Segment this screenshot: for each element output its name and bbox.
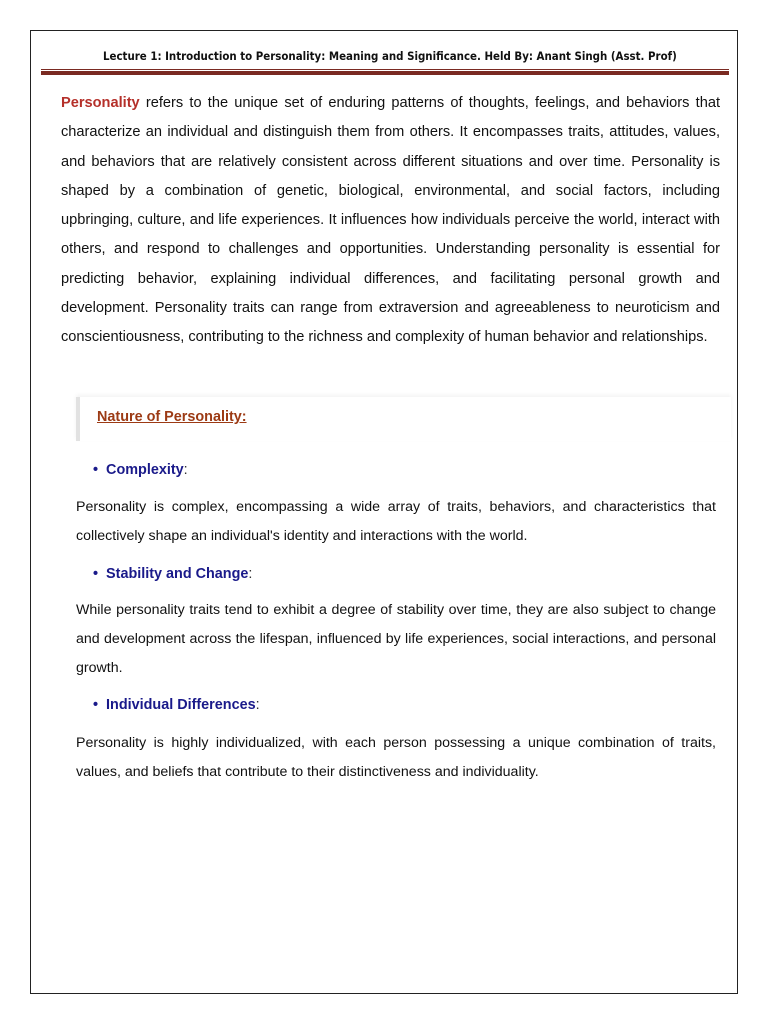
bullet-dot-icon: • — [93, 566, 99, 582]
stability-paragraph: While personality traits tend to exhibit a degree of stability over time, they are also subject to change and development across the lifespan, influenced by life experiences, social interactions, and personal growth. — [76, 602, 716, 676]
bullet-dot-icon: • — [93, 697, 99, 713]
individual-differences-paragraph: Personality is highly individualized, with each person possessing a unique combination of traits, values, and beliefs that contribute to their distinctiveness and individuality. — [76, 735, 716, 780]
intro-text: refers to the unique set of enduring patterns of thoughts, feelings, and behaviors that characterize an individual and distinguish them from others. It encompasses traits, attitudes, values, and behaviors that are relatively consistent across different situations and over time. Personality is shaped by a combination of genetic, biological, environmental, and social factors, including upbringing, culture, and life experiences. It influences how individuals perceive the world, interact with others, and respond to challenges and opportunities. Understanding personality is essential for predicting behavior, explaining individual differences, and facilitating personal growth and development. Personality traits can range from extraversion and agreeableness to neuroticism and conscientiousness, contributing to the richness and complexity of human behavior and relationships. — [61, 95, 720, 346]
bullet-complexity: • Complexity: — [93, 462, 188, 478]
bullet-dot-icon: • — [93, 462, 99, 478]
bullet-individual-differences: • Individual Differences: — [93, 697, 260, 713]
bullet-label: Stability and Change — [106, 566, 249, 582]
header-rule-thick — [41, 71, 729, 75]
bullet-label: Complexity — [106, 462, 184, 478]
header-rule-thin — [41, 69, 729, 70]
lecture-header: Lecture 1: Introduction to Personality: Meaning and Significance. Held By: Anant Singh (Asst. Prof) — [103, 49, 677, 63]
intro-paragraph — [61, 89, 720, 353]
intro-keyword: Personality — [61, 95, 140, 111]
nature-section-title: Nature of Personality: — [97, 409, 247, 425]
bullet-label: Individual Differences — [106, 697, 256, 713]
document-page — [30, 30, 738, 994]
complexity-paragraph: Personality is complex, encompassing a wide array of traits, behaviors, and characteristics that collectively shape an individual's identity and interactions with the world. — [76, 499, 716, 544]
bullet-stability-and-change: • Stability and Change: — [93, 566, 253, 582]
